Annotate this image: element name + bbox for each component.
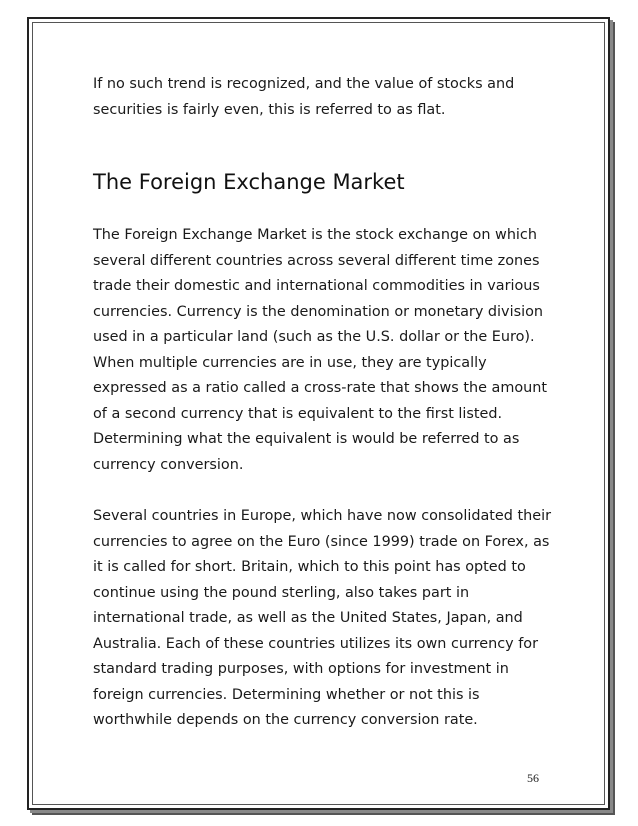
body-paragraph-2: Several countries in Europe, which have now consolidated their currencies to agree on the Euro (since 1999) trade on Forex, as it is called for short. Britain, which to this point has opted to continue using the pound sterling, also takes part in international trade, as well as the United States, Japan, and Australia. Each of these countries utilizes its own currency for standard trading purposes, with options for investment in foreign currencies. Determining whether or not this is worthwhile depends on the currency conversion rate. [93, 508, 552, 728]
section-heading: The Foreign Exchange Market [93, 170, 405, 194]
page-number: 56 [527, 771, 539, 785]
intro-paragraph: If no such trend is recognized, and the value of stocks and securities is fairly even, this is referred to as flat. [93, 76, 515, 118]
body-paragraph-1: The Foreign Exchange Market is the stock exchange on which several different countries across several different time zones trade their domestic and international commodities in various currencies. Currency is the denomination or monetary division used in a particular land (such as the U.S. dollar or the Euro). When multiple currencies are in use, they are typically expressed as a ratio called a cross-rate that shows the amount of a second currency that is equivalent to the first listed. Determining what the equivalent is would be referred to as currency conversion. [93, 227, 548, 473]
page-content [93, 72, 553, 734]
